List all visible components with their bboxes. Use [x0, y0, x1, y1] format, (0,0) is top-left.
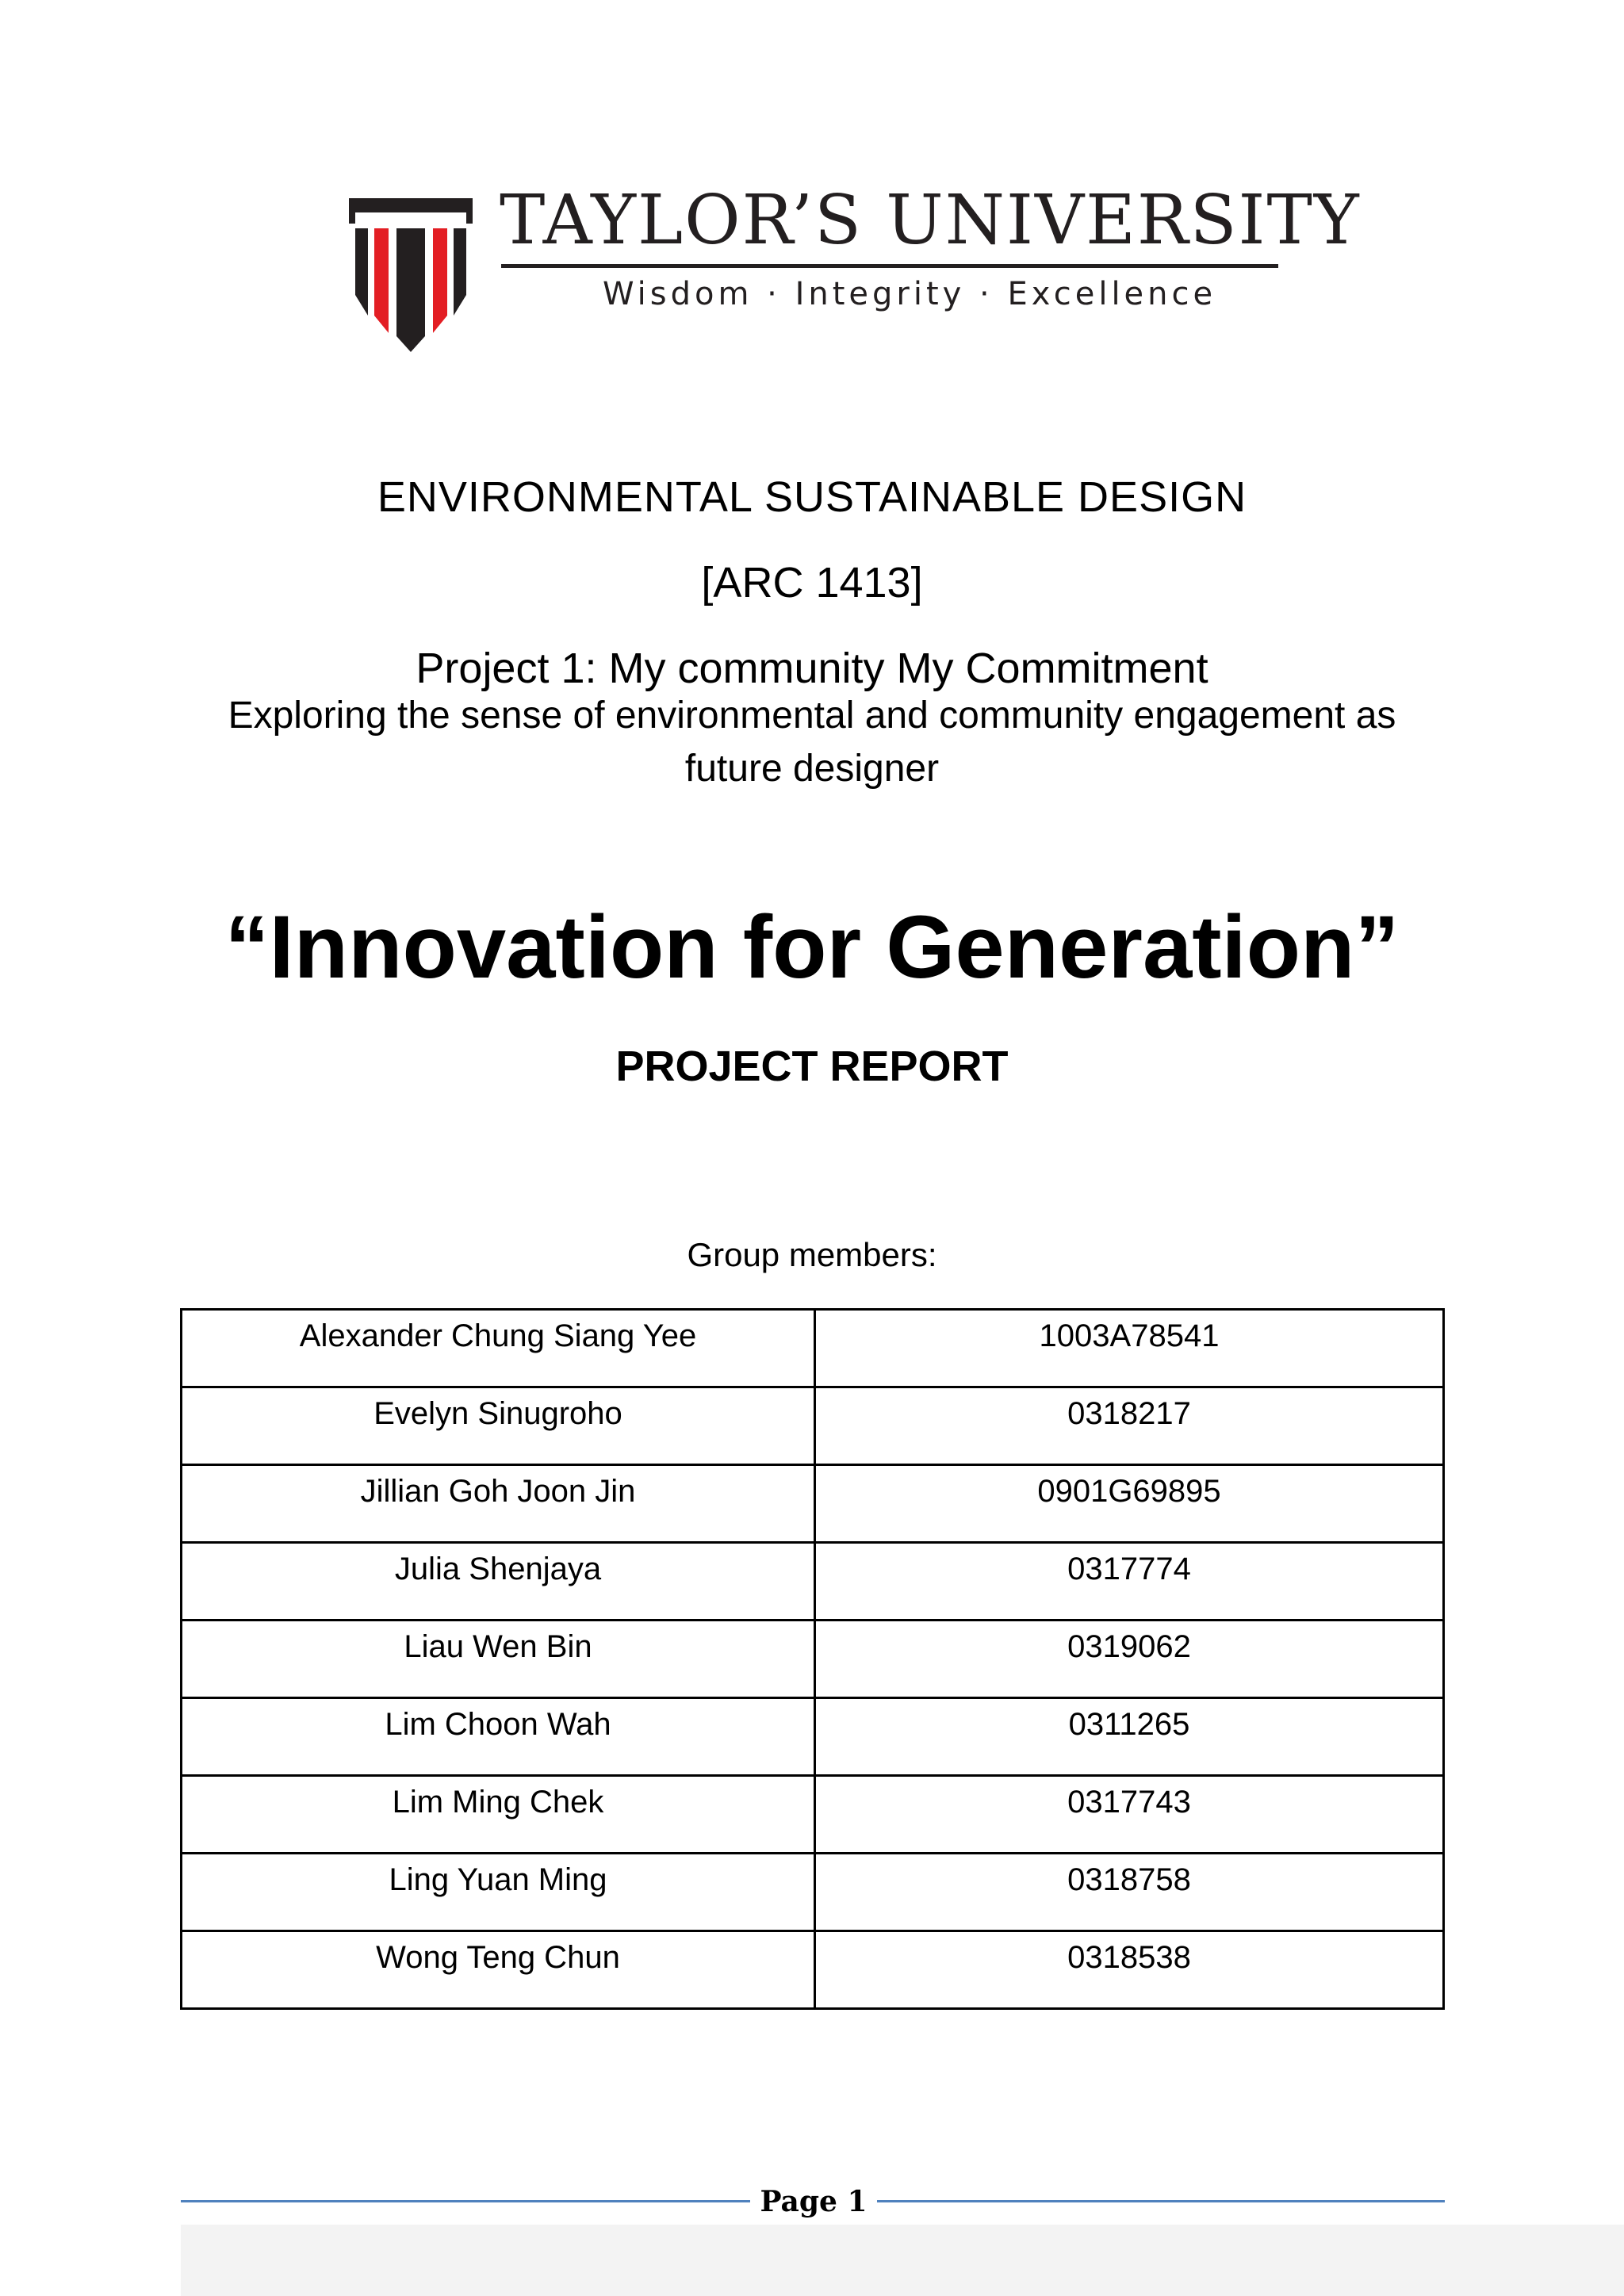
university-name: TAYLOR’S UNIVERSITY	[500, 181, 1361, 260]
member-id: 1003A78541	[815, 1310, 1444, 1387]
member-name: Evelyn Sinugroho	[182, 1387, 815, 1465]
report-label: PROJECT REPORT	[615, 1043, 1009, 1090]
table-row	[182, 1310, 1444, 1387]
member-id: 0311265	[815, 1698, 1444, 1776]
logo-divider	[501, 264, 1278, 268]
group-members-label: Group members:	[687, 1236, 937, 1273]
table-row	[182, 1931, 1444, 2009]
university-tagline: Wisdom · Integrity · Excellence	[603, 276, 1217, 312]
member-name: Jillian Goh Joon Jin	[182, 1465, 815, 1543]
table-row	[182, 1698, 1444, 1776]
table-row	[182, 1387, 1444, 1465]
members-table	[180, 1308, 1445, 2010]
member-id: 0901G69895	[815, 1465, 1444, 1543]
footer-shade	[181, 2225, 1624, 2296]
member-name: Julia Shenjaya	[182, 1543, 815, 1621]
footer-rule-right	[877, 2200, 1445, 2202]
table-row	[182, 1776, 1444, 1854]
member-id: 0318217	[815, 1387, 1444, 1465]
member-id: 0318538	[815, 1931, 1444, 2009]
course-title: ENVIRONMENTAL SUSTAINABLE DESIGN	[377, 473, 1247, 521]
table-row	[182, 1854, 1444, 1931]
member-name: Liau Wen Bin	[182, 1621, 815, 1698]
university-logo-icon	[347, 197, 474, 354]
member-id: 0317743	[815, 1776, 1444, 1854]
table-row	[182, 1543, 1444, 1621]
project-subtitle-line1: Exploring the sense of environmental and community engagement as	[228, 695, 1396, 737]
member-name: Alexander Chung Siang Yee	[182, 1310, 815, 1387]
member-id: 0319062	[815, 1621, 1444, 1698]
report-title: “Innovation for Generation”	[224, 897, 1400, 997]
member-id: 0318758	[815, 1854, 1444, 1931]
project-name: Project 1: My community My Commitment	[416, 645, 1208, 692]
page-number: Page 1	[760, 2185, 868, 2218]
member-id: 0317774	[815, 1543, 1444, 1621]
table-row	[182, 1621, 1444, 1698]
course-code: [ARC 1413]	[701, 559, 923, 607]
member-name: Lim Ming Chek	[182, 1776, 815, 1854]
table-row	[182, 1465, 1444, 1543]
project-subtitle-line2: future designer	[684, 748, 940, 790]
member-name: Lim Choon Wah	[182, 1698, 815, 1776]
footer-rule-left	[181, 2200, 750, 2202]
member-name: Wong Teng Chun	[182, 1931, 815, 2009]
member-name: Ling Yuan Ming	[182, 1854, 815, 1931]
